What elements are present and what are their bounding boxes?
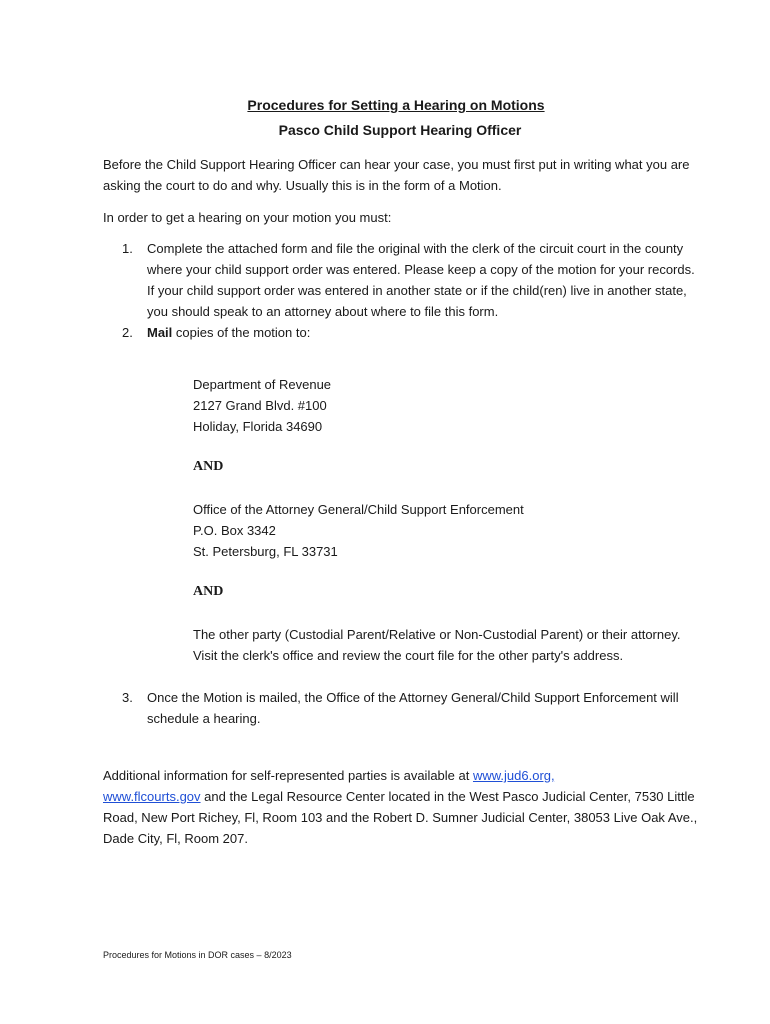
step-number: 1. [122,241,133,256]
address-dor [193,374,331,437]
step-number: 2. [122,325,133,340]
list-item [122,687,702,729]
and-separator: AND [193,459,224,474]
lead-paragraph: In order to get a hearing on your motion you must: [103,210,392,225]
step-text [147,322,702,343]
step-number: 3. [122,690,133,705]
additional-info-paragraph [103,765,703,849]
and-separator: AND [193,584,224,599]
step-bold-word: Mail [147,325,173,340]
address-attorney-general [193,499,524,562]
address-line: St. Petersburg, FL 33731 [193,544,338,559]
intro-paragraph: Before the Child Support Hearing Officer can hear your case, you must first put in writing what you are asking the court to do and why. Usually this is in the form of a Motion. [103,157,690,193]
document-title: Procedures for Setting a Hearing on Motions [247,97,545,113]
info-prefix: Additional information for self-represented parties is available at [103,768,473,783]
page-footer: Procedures for Motions in DOR cases – 8/2023 [103,950,292,960]
address-line: P.O. Box 3342 [193,523,276,538]
flcourts-link[interactable]: www.flcourts.gov [103,789,201,804]
jud6-link[interactable]: www.jud6.org, [472,768,555,783]
list-item [122,322,702,343]
address-line: Holiday, Florida 34690 [193,419,323,434]
step-rest: copies of the motion to: [172,325,311,340]
list-item [122,238,702,322]
info-suffix: and the Legal Resource Center located in the West Pasco Judicial Center, 7530 Little Road, New Port Richey, Fl, Room 103 and the Robert D. Sumner Judicial Center, 38053 Live Oak Ave., Dade City, Fl, Room 207. [103,789,698,846]
step-text: Once the Motion is mailed, the Office of the Attorney General/Child Support Enforcement will schedule a hearing. [147,690,679,726]
address-line: 2127 Grand Blvd. #100 [193,398,327,413]
address-line: Department of Revenue [193,377,332,392]
address-line: Office of the Attorney General/Child Support Enforcement [193,502,524,517]
document-subtitle: Pasco Child Support Hearing Officer [278,122,522,138]
step-text: Complete the attached form and file the original with the clerk of the circuit court in the county where your child support order was entered. Please keep a copy of the motion for your records. If your child support order was entered in another state or if the child(ren) live in another state, you should speak to an attorney about where to file this form. [147,241,695,319]
other-party-paragraph: The other party (Custodial Parent/Relative or Non-Custodial Parent) or their attorney. Visit the clerk's office and review the court file for the other party's address. [193,627,681,663]
steps-list [122,238,702,343]
